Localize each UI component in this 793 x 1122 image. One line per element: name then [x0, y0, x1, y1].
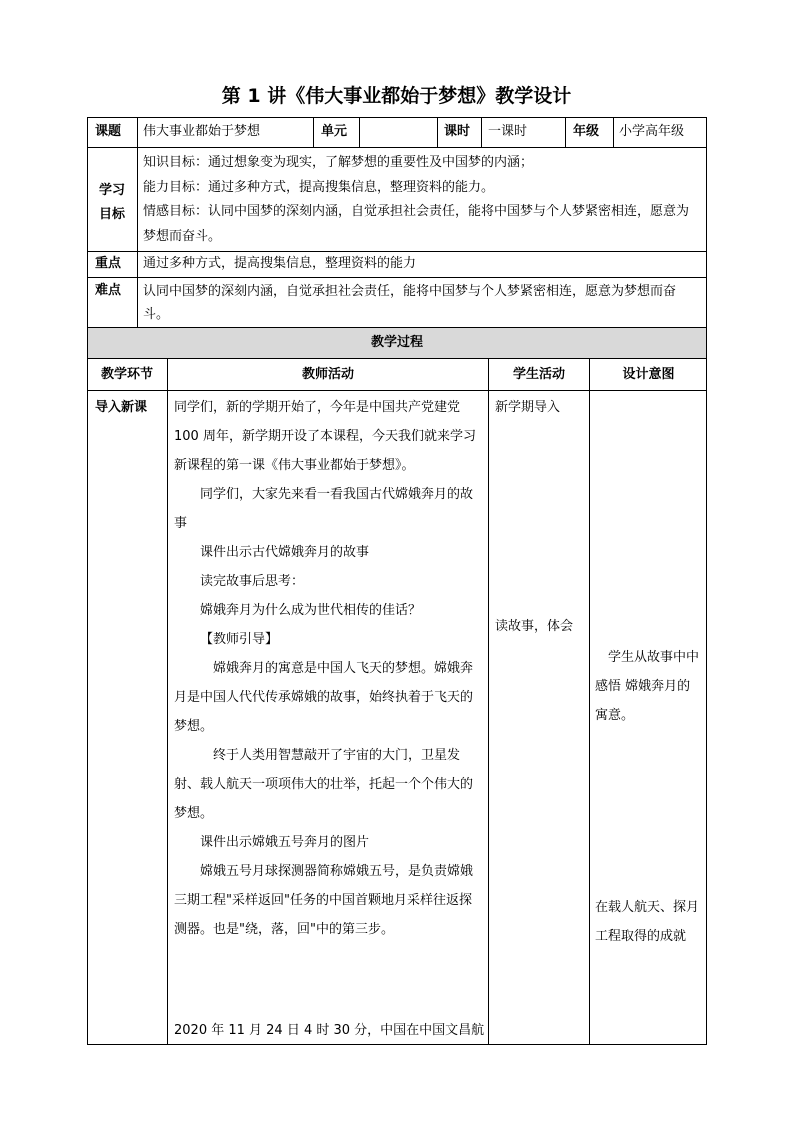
- key-point-text: 通过多种方式，提高搜集信息，整理资料的能力: [143, 256, 417, 271]
- col-stage: 教学环节: [100, 367, 153, 382]
- student-activity: 读故事，体会: [495, 619, 574, 634]
- objectives-label-text: 学习目标: [98, 183, 125, 222]
- teacher-para: 终于人类用智慧敲开了宇宙的大门，卫星发射、载人航天一项项伟大的壮举，托起一个个伟大的梦想。: [174, 748, 474, 821]
- table-rule: [589, 358, 590, 1045]
- teacher-para: 嫦娥奔月为什么成为世代相传的佳话？: [200, 603, 422, 618]
- teacher-para: 读完故事后思考：: [200, 574, 305, 589]
- table-rule: [613, 117, 614, 147]
- table-border: [87, 117, 88, 1045]
- teacher-para: 嫦娥五号月球探测器简称嫦娥五号，是负责嫦娥三期工程"采样返回"任务的中国首颗地月采样往返探测器。也是"绕，落，回"中的第三步。: [174, 864, 474, 937]
- table-rule: [313, 117, 314, 147]
- lesson-plan-table: [87, 117, 707, 1045]
- table-rule: [359, 117, 360, 147]
- period-value: 一课时: [488, 124, 528, 139]
- table-rule: [437, 117, 438, 147]
- table-rule: [87, 390, 707, 391]
- unit-label: 单元: [321, 124, 348, 139]
- period-label: 课时: [444, 124, 471, 139]
- objective-emotion: 情感目标：认同中国梦的深刻内涵，自觉承担社会责任，能将中国梦与个人梦紧密相连，愿意为梦想而奋斗。: [143, 204, 690, 244]
- objective-knowledge: 知识目标：通过想象变为现实，了解梦想的重要性及中国梦的内涵；: [143, 155, 534, 170]
- teacher-para-last: 2020 年 11 月 24 日 4 时 30 分，中国在中国文昌航: [174, 1023, 484, 1038]
- col-intent: 设计意图: [622, 367, 675, 382]
- table-rule: [87, 327, 707, 328]
- table-border: [87, 117, 707, 118]
- topic-value: 伟大事业都始于梦想: [143, 124, 261, 139]
- teacher-para: 课件出示嫦娥五号奔月的图片: [200, 835, 370, 850]
- difficulty-label: 难点: [95, 283, 122, 298]
- table-rule: [565, 117, 566, 147]
- teacher-para: 同学们，大家先来看一看我国古代嫦娥奔月的故事: [174, 487, 474, 531]
- col-student: 学生活动: [512, 367, 565, 382]
- design-intent: 学生从故事中中感悟 嫦娥奔月的寓意。: [595, 650, 700, 723]
- table-rule: [137, 117, 138, 327]
- table-rule: [87, 358, 707, 359]
- grade-label: 年级: [573, 124, 600, 139]
- design-intent: 在载人航天、探月工程取得的成就: [595, 900, 700, 944]
- topic-label: 课题: [95, 124, 122, 139]
- stage-name: 导入新课: [95, 400, 148, 415]
- objective-ability: 能力目标：通过多种方式，提高搜集信息，整理资料的能力。: [143, 179, 495, 195]
- process-heading: 教学过程: [370, 335, 423, 350]
- difficulty-text: 认同中国梦的深刻内涵，自觉承担社会责任，能将中国梦与个人梦紧密相连，愿意为梦想而奋斗。: [143, 284, 677, 322]
- key-point-label: 重点: [95, 256, 122, 271]
- col-teacher: 教师活动: [301, 367, 354, 382]
- table-rule: [87, 251, 707, 252]
- objectives-label: [89, 179, 135, 227]
- table-border: [706, 117, 707, 1045]
- table-rule: [87, 147, 707, 148]
- document-title: 第 1 讲《伟大事业都始于梦想》教学设计: [221, 85, 572, 107]
- teacher-para: 同学们，新的学期开始了，今年是中国共产党建党100 周年，新学期开设了本课程，今天我们就来学习新课程的第一课《伟大事业都始于梦想》。: [174, 400, 476, 473]
- teacher-para: 嫦娥奔月的寓意是中国人飞天的梦想。嫦娥奔月是中国人代代传承嫦娥的故事，始终执着于飞天的梦想。: [174, 661, 474, 734]
- table-rule: [87, 277, 707, 278]
- objectives-text: [143, 151, 701, 249]
- teacher-para: 【教师引导】: [200, 632, 279, 647]
- teacher-para: 课件出示古代嫦娥奔月的故事: [200, 545, 370, 560]
- grade-value: 小学高年级: [619, 124, 685, 139]
- table-rule: [488, 358, 489, 1045]
- teacher-activity: [174, 393, 484, 944]
- student-activity: 新学期导入: [495, 400, 561, 415]
- table-rule: [481, 117, 482, 147]
- table-rule: [167, 358, 168, 1045]
